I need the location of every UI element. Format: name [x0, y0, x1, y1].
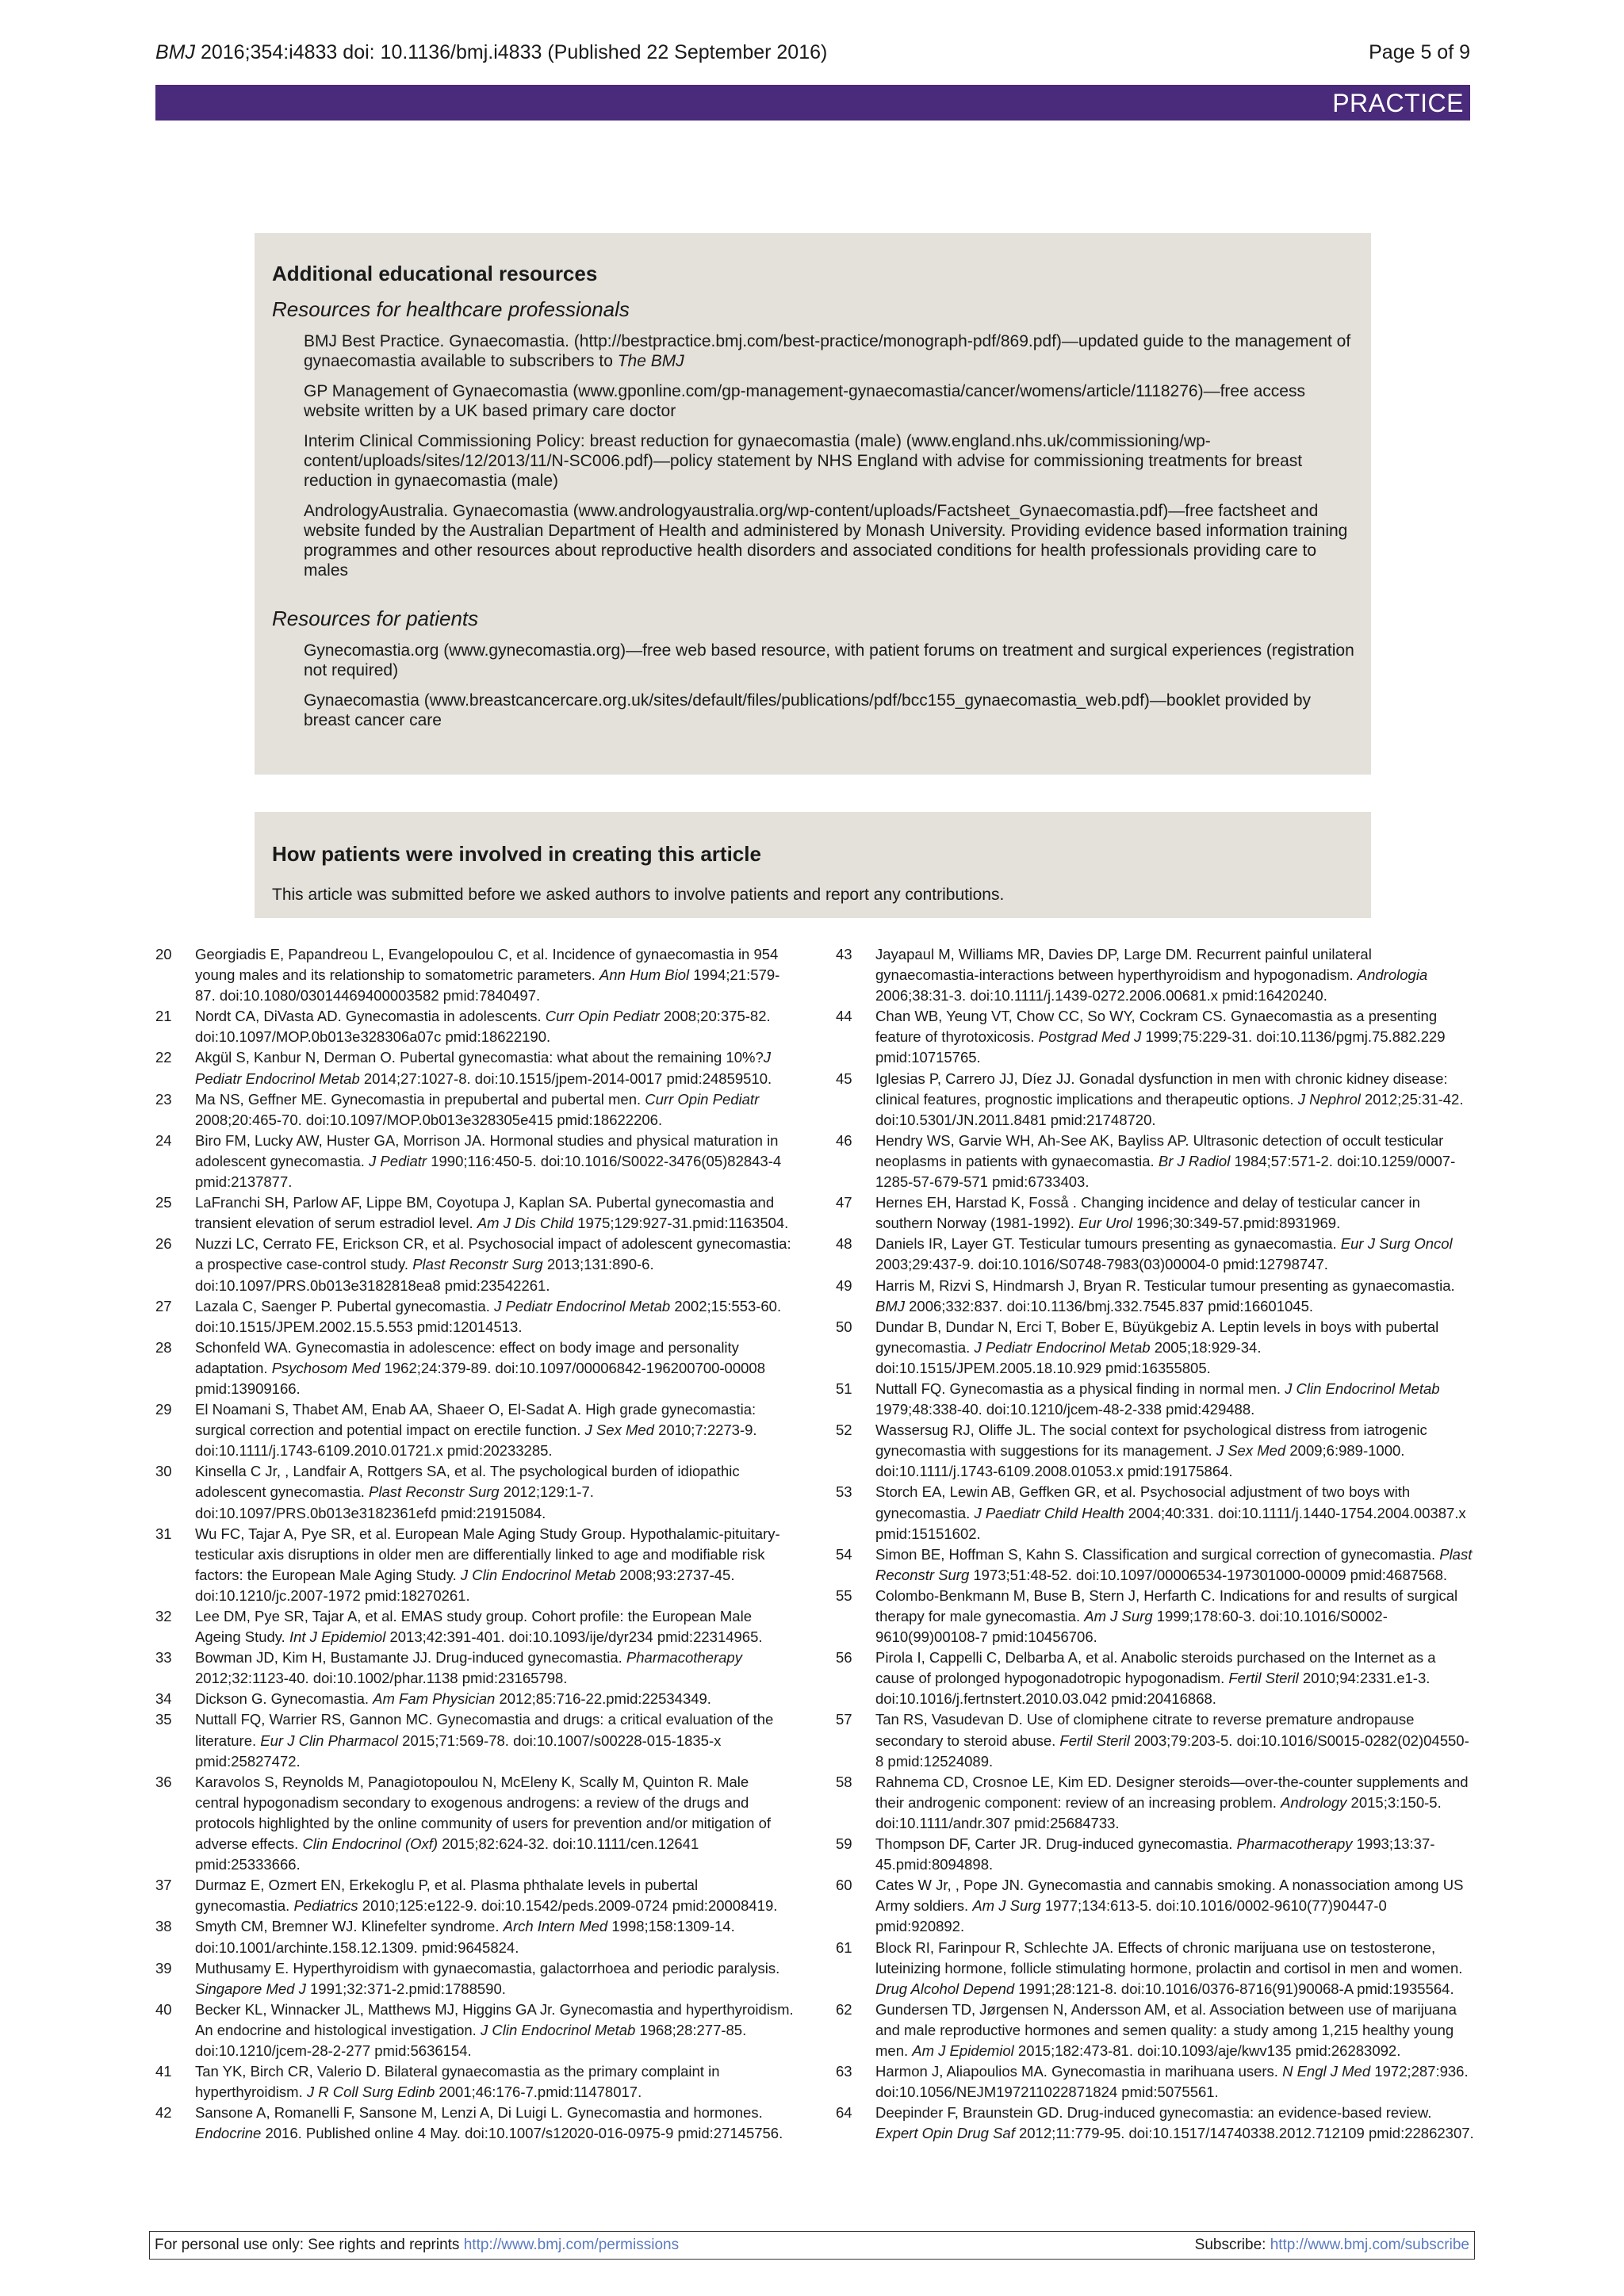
resource-item: GP Management of Gynaecomastia (www.gponline.com/gp-management-gynaecomastia/cancer/womens/article/1118276)—free access website written by a UK based primary care doctor: [304, 382, 1305, 420]
reference-item: 52 Wassersug RJ, Oliffe JL. The social context for psychological distress from iatrogenic gynecomastia with suggestions for its management. J Sex Med 2009;6:989-1000. doi:10.1111/j.1743-6109.2008.01053.x pmid:19175864.: [836, 1422, 1427, 1480]
reference-item: 62 Gundersen TD, Jørgensen N, Andersson AM, et al. Association between use of marijuana and male reproductive hormones and semen quality: a study among 1,215 healthy young men. Am J Epidemiol 2015;182:473-81. doi:10.1093/aje/kwv135 pmid:26283092.: [836, 2000, 1457, 2059]
reference-item: 59 Thompson DF, Carter JR. Drug-induced gynecomastia. Pharmacotherapy 1993;13:37-45.pmid:8094898.: [836, 1835, 1435, 1873]
resources-box: [255, 233, 1371, 775]
reference-item: 60 Cates W Jr, , Pope JN. Gynecomastia and cannabis smoking. A nonassociation among US Army soldiers. Am J Surg 1977;134:613-5. doi:10.1016/0002-9610(77)90447-0 pmid:920892.: [836, 1877, 1464, 1935]
references-left-column: [155, 944, 794, 2144]
reference-item: 44 Chan WB, Yeung VT, Chow CC, So WY, Cockram CS. Gynaecomastia as a presenting feature of thyrotoxicosis. Postgrad Med J 1999;75:229-31. doi:10.1136/pgmj.75.882.229 pmid:10715765.: [836, 1008, 1446, 1066]
reference-item: 22 Akgül S, Kanbur N, Derman O. Pubertal gynecomastia: what about the remaining 10%?J Pediatr Endocrinol Metab 2014;27:1027-8. doi:10.1515/jpem-2014-0017 pmid:24859510.: [155, 1049, 772, 1087]
reference-item: 25 LaFranchi SH, Parlow AF, Lippe BM, Coyotupa J, Kaplan SA. Pubertal gynecomastia and transient elevation of serum estradiol level. Am J Dis Child 1975;129:927-31.pmid:1163504.: [155, 1194, 789, 1232]
reference-item: 63 Harmon J, Aliapoulios MA. Gynecomastia in marihuana users. N Engl J Med 1972;287:936. doi:10.1056/NEJM197211022871824 pmid:5075561.: [836, 2063, 1469, 2101]
reference-item: 56 Pirola I, Cappelli C, Delbarba A, et al. Anabolic steroids purchased on the Internet as a cause of prolonged hypogonadotropic hypogonadism. Fertil Steril 2010;94:2331.e1-3. doi:10.1016/j.fertnstert.2010.03.042 pmid:20416868.: [836, 1649, 1436, 1708]
reference-item: 39 Muthusamy E. Hyperthyroidism with gynaecomastia, galactorrhoea and periodic paralysis. Singapore Med J 1991;32:371-2.pmid:1788590.: [155, 1959, 780, 1997]
permissions-link[interactable]: http://www.bmj.com/permissions: [463, 2237, 680, 2253]
patients-heading: Resources for patients: [272, 607, 479, 630]
section-bar: PRACTICE: [155, 85, 1470, 121]
reference-item: 47 Hernes EH, Harstad K, Fosså . Changing incidence and delay of testicular cancer in southern Norway (1981-1992). Eur Urol 1996;30:349-57.pmid:8931969.: [836, 1194, 1420, 1232]
reference-item: 34 Dickson G. Gynecomastia. Am Fam Physician 2012;85:716-22.pmid:22534349.: [155, 1690, 711, 1708]
reference-item: 40 Becker KL, Winnacker JL, Matthews MJ, Higgins GA Jr. Gynecomastia and hyperthyroidism. An endocrine and histological investigation. J Clin Endocrinol Metab 1968;28:277-85. doi:10.1210/jcem-28-2-277 pmid:5636154.: [155, 2000, 794, 2059]
reference-item: 23 Ma NS, Geffner ME. Gynecomastia in prepubertal and pubertal men. Curr Opin Pediatr 2008;20:465-70. doi:10.1097/MOP.0b013e328305e415 pmid:18622206.: [155, 1090, 760, 1128]
reference-item: 24 Biro FM, Lucky AW, Huster GA, Morrison JA. Hormonal studies and physical maturation in adolescent gynecomastia. J Pediatr 1990;116:450-5. doi:10.1016/S0022-3476(05)82843-4 pmid:2137877.: [155, 1131, 782, 1191]
reference-item: 28 Schonfeld WA. Gynecomastia in adolescence: effect on body image and personality adaptation. Psychosom Med 1962;24:379-89. doi:10.1097/00006842-196200700-00008 pmid:13909166.: [155, 1338, 766, 1397]
page-number: Page 5 of 9: [1369, 41, 1470, 63]
patients-list: [272, 641, 1355, 730]
running-header: [155, 41, 1470, 64]
reference-item: 48 Daniels IR, Layer GT. Testicular tumours presenting as gynaecomastia. Eur J Surg Oncol 2003;29:437-9. doi:10.1016/S0748-7983(03)00004-0 pmid:12798747.: [836, 1235, 1453, 1273]
patient-involvement-title: How patients were involved in creating this article: [272, 842, 761, 866]
journal-name: BMJ: [155, 41, 195, 63]
reference-item: 38 Smyth CM, Bremner WJ. Klinefelter syndrome. Arch Intern Med 1998;158:1309-14. doi:10.1001/archinte.158.12.1309. pmid:9645824.: [155, 1918, 735, 1956]
citation-line: [155, 41, 827, 64]
reference-item: 26 Nuzzi LC, Cerrato FE, Erickson CR, et al. Psychosocial impact of adolescent gynecomastia: a prospective case-control study. Plast Reconstr Surg 2013;131:890-6. doi:10.1097/PRS.0b013e3182818ea8 pmid:23542261.: [155, 1235, 791, 1294]
resource-item: BMJ Best Practice. Gynaecomastia. (http://bestpractice.bmj.com/best-practice/monograph-pdf/869.pdf)—updated guide to the management of gynaecomastia available to subscribers to The BMJ: [304, 332, 1351, 370]
resource-item: Gynecomastia.org (www.gynecomastia.org)—free web based resource, with patient forums on treatment and surgical experiences (registration not required): [304, 641, 1354, 679]
reference-item: 42 Sansone A, Romanelli F, Sansone M, Lenzi A, Di Luigi L. Gynecomastia and hormones. Endocrine 2016. Published online 4 May. doi:10.1007/s12020-016-0975-9 pmid:27145756.: [155, 2104, 783, 2142]
reference-item: 32 Lee DM, Pye SR, Tajar A, et al. EMAS study group. Cohort profile: the European Male Ageing Study. Int J Epidemiol 2013;42:391-401. doi:10.1093/ije/dyr234 pmid:22314965.: [155, 1608, 763, 1646]
reference-item: 58 Rahnema CD, Crosnoe LE, Kim ED. Designer steroids—over-the-counter supplements and their androgenic component: review of an increasing problem. Andrology 2015;3:150-5. doi:10.1111/andr.307 pmid:25684733.: [836, 1773, 1469, 1831]
resources-title: Additional educational resources: [272, 262, 598, 285]
subscribe-link[interactable]: http://www.bmj.com/subscribe: [1270, 2237, 1469, 2253]
reference-item: 35 Nuttall FQ, Warrier RS, Gannon MC. Gynecomastia and drugs: a critical evaluation of the literature. Eur J Clin Pharmacol 2015;71:569-78. doi:10.1007/s00228-015-1835-x pmid:25827472.: [155, 1711, 774, 1770]
reference-item: 64 Deepinder F, Braunstein GD. Drug-induced gynecomastia: an evidence-based review. Expert Opin Drug Saf 2012;11:779-95. doi:10.1517/14740338.2012.712109 pmid:22862307.: [836, 2104, 1474, 2142]
reference-item: 20 Georgiadis E, Papandreou L, Evangelopoulou C, et al. Incidence of gynaecomastia in 954 young males and its relationship to somatometric parameters. Ann Hum Biol 1994;21:579-87. doi:10.1080/03014469400003582 pmid:7840497.: [155, 946, 780, 1004]
reference-item: 31 Wu FC, Tajar A, Pye SR, et al. European Male Aging Study Group. Hypothalamic-pituitary-testicular axis disruptions in older men are differentially linked to age and modifiable risk factors: the European Male Aging Study. J Clin Endocrinol Metab 2008;93:2737-45. doi:10.1210/jc.2007-1972 pmid:18270261.: [155, 1525, 780, 1604]
reference-item: 57 Tan RS, Vasudevan D. Use of clomiphene citrate to reverse premature andropause secondary to steroid abuse. Fertil Steril 2003;79:203-5. doi:10.1016/S0015-0282(02)04550-8 pmid:12524089.: [836, 1711, 1469, 1770]
reference-item: 27 Lazala C, Saenger P. Pubertal gynecomastia. J Pediatr Endocrinol Metab 2002;15:553-60. doi:10.1515/JPEM.2002.15.5.553 pmid:12014513.: [155, 1297, 782, 1335]
resource-item: Interim Clinical Commissioning Policy: breast reduction for gynaecomastia (male) (www.england.nhs.uk/commissioning/wp-content/uploads/sites/12/2013/11/N-SC006.pdf)—policy statement by NHS England with advise for commissioning treatments for breast reduction in gynaecomastia (male): [304, 432, 1303, 490]
reference-item: 36 Karavolos S, Reynolds M, Panagiotopoulou N, McEleny K, Scally M, Quinton R. Male central hypogonadism secondary to exogenous androgens: a review of the drugs and protocols highlighted by the online community of users for prevention and/or mitigation of adverse effects. Clin Endocrinol (Oxf) 2015;82:624-32. doi:10.1111/cen.12641 pmid:25333666.: [155, 1773, 772, 1873]
references-right-column: [836, 944, 1474, 2144]
patient-involvement-text: This article was submitted before we asked authors to involve patients and report any contributions.: [272, 886, 1005, 904]
reference-item: 45 Iglesias P, Carrero JJ, Díez JJ. Gonadal dysfunction in men with chronic kidney disease: clinical features, prognostic implications and therapeutic options. J Nephrol 2012;25:31-42. doi:10.5301/JN.2011.8481 pmid:21748720.: [836, 1070, 1464, 1128]
reference-item: 29 El Noamani S, Thabet AM, Enab AA, Shaeer O, El-Sadat A. High grade gynecomastia: surgical correction and potential impact on erectile function. J Sex Med 2010;7:2273-9. doi:10.1111/j.1743-6109.2010.01721.x pmid:20233285.: [155, 1401, 757, 1460]
professionals-list: [272, 331, 1355, 580]
reference-item: 53 Storch EA, Lewin AB, Geffken GR, et al. Psychosocial adjustment of two boys with gynecomastia. J Paediatr Child Health 2004;40:331. doi:10.1111/j.1440-1754.2004.00387.x pmid:15151602.: [836, 1483, 1466, 1542]
reference-item: 61 Block RI, Farinpour R, Schlechte JA. Effects of chronic marijuana use on testosterone, luteinizing hormone, follicle stimulating hormone, prolactin and cortisol in men and women. Drug Alcohol Depend 1991;28:121-8. doi:10.1016/0376-8716(91)90068-A pmid:1935564.: [836, 1938, 1463, 1997]
patient-involvement-box: [255, 812, 1371, 918]
reference-item: 49 Harris M, Rizvi S, Hindmarsh J, Bryan R. Testicular tumour presenting as gynaecomastia. BMJ 2006;332:837. doi:10.1136/bmj.332.7545.837 pmid:16601045.: [836, 1276, 1455, 1314]
resource-item: Gynaecomastia (www.breastcancercare.org.uk/sites/default/files/publications/pdf/bcc155_gynaecomastia_web.pdf)—booklet provided by breast cancer care: [304, 691, 1312, 729]
citation-text: 2016;354:i4833 doi: 10.1136/bmj.i4833 (Published 22 September 2016): [200, 41, 828, 63]
reference-item: 43 Jayapaul M, Williams MR, Davies DP, Large DM. Recurrent painful unilateral gynaecomastia-interactions between hyperthyroidism and hypogonadism. Andrologia 2006;38:31-3. doi:10.1111/j.1439-0272.2006.00681.x pmid:16420240.: [836, 946, 1428, 1004]
page-footer: [149, 2231, 1475, 2260]
reference-item: 30 Kinsella C Jr, , Landfair A, Rottgers SA, et al. The psychological burden of idiopathic adolescent gynecomastia. Plast Reconstr Surg 2012;129:1-7. doi:10.1097/PRS.0b013e3182361efd pmid:21915084.: [155, 1463, 740, 1521]
footer-left: For personal use only: See rights and reprints http://www.bmj.com/permissions: [155, 2237, 680, 2253]
reference-item: 50 Dundar B, Dundar N, Erci T, Bober E, Büyükgebiz A. Leptin levels in boys with pubertal gynecomastia. J Pediatr Endocrinol Metab 2005;18:929-34. doi:10.1515/JPEM.2005.18.10.929 pmid:16355805.: [836, 1318, 1439, 1376]
reference-item: 54 Simon BE, Hoffman S, Kahn S. Classification and surgical correction of gynecomastia. Plast Reconstr Surg 1973;51:48-52. doi:10.1097/00006534-197301000-00009 pmid:4687568.: [836, 1545, 1473, 1583]
reference-item: 33 Bowman JD, Kim H, Bustamante JJ. Drug-induced gynecomastia. Pharmacotherapy 2012;32:1123-40. doi:10.1002/phar.1138 pmid:23165798.: [155, 1649, 742, 1687]
reference-item: 46 Hendry WS, Garvie WH, Ah-See AK, Bayliss AP. Ultrasonic detection of occult testicular neoplasms in patients with gynaecomastia. Br J Radiol 1984;57:571-2. doi:10.1259/0007-1285-57-679-571 pmid:6733403.: [836, 1131, 1456, 1191]
footer-right: Subscribe: http://www.bmj.com/subscribe: [1194, 2237, 1469, 2253]
reference-item: 41 Tan YK, Birch CR, Valerio D. Bilateral gynaecomastia as the primary complaint in hyperthyroidism. J R Coll Surg Edinb 2001;46:176-7.pmid:11478017.: [155, 2063, 720, 2101]
resource-item: AndrologyAustralia. Gynaecomastia (www.andrologyaustralia.org/wp-content/uploads/Factsheet_Gynaecomastia.pdf)—free factsheet and website funded by the Australian Department of Health and administered by Monash University. Providing evidence based information training programmes and other resources about reproductive health disorders and associated conditions for health professionals providing care to males: [304, 502, 1348, 580]
professionals-heading: Resources for healthcare professionals: [272, 297, 630, 321]
reference-item: 21 Nordt CA, DiVasta AD. Gynecomastia in adolescents. Curr Opin Pediatr 2008;20:375-82. doi:10.1097/MOP.0b013e328306a07c pmid:18622190.: [155, 1008, 771, 1046]
reference-item: 55 Colombo-Benkmann M, Buse B, Stern J, Herfarth C. Indications for and results of surgical therapy for male gynecomastia. Am J Surg 1999;178:60-3. doi:10.1016/S0002-9610(99)00108-7 pmid:10456706.: [836, 1586, 1458, 1646]
reference-item: 51 Nuttall FQ. Gynecomastia as a physical finding in normal men. J Clin Endocrinol Metab 1979;48:338-40. doi:10.1210/jcem-48-2-338 pmid:429488.: [836, 1380, 1440, 1418]
reference-item: 37 Durmaz E, Ozmert EN, Erkekoglu P, et al. Plasma phthalate levels in pubertal gynecomastia. Pediatrics 2010;125:e122-9. doi:10.1542/peds.2009-0724 pmid:20008419.: [155, 1877, 778, 1915]
